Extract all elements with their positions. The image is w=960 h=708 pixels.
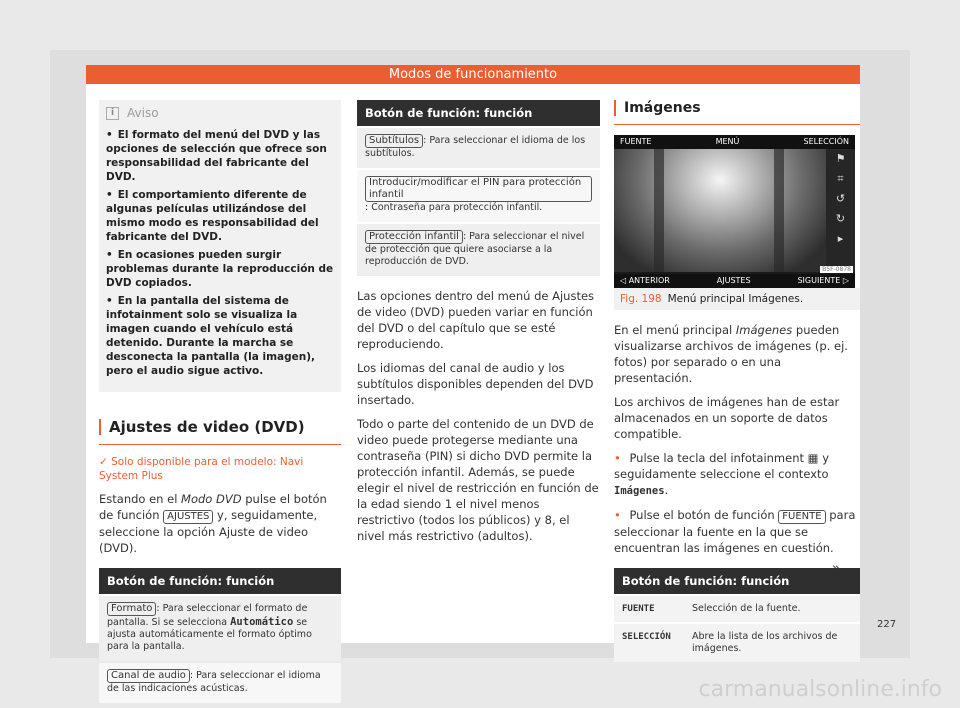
- list-item: • Pulse el botón de función FUENTE para seleccionar la fuente en la que se encuentran las imágenes en cuestión.: [614, 507, 860, 556]
- menu-key-icon: ▦: [807, 451, 819, 465]
- table-row: FUENTE Selección de la fuente.: [614, 596, 860, 622]
- function-table: [99, 568, 341, 703]
- function-table: [614, 568, 860, 662]
- paragraph: Estando en el Modo DVD pulse el botón de función AJUSTES y, seguidamente, seleccione la opción Ajuste de video (DVD).: [99, 492, 327, 555]
- title-marker: [99, 419, 101, 435]
- screen-bottom-bar: ◁ ANTERIOR AJUSTES SIGUIENTE ▷: [614, 274, 855, 288]
- screen-top-bar: FUENTE MENÚ SELECCIÓN: [614, 135, 855, 149]
- rotate-left-icon: ↺: [835, 192, 846, 205]
- aviso-list: [106, 128, 334, 378]
- table-header: Botón de función: función: [99, 568, 341, 594]
- watermark: carmanualsonline.info: [698, 677, 942, 702]
- table-row: Subtítulos : Para seleccionar el idioma de los subtítulos.: [357, 128, 600, 168]
- aviso-box: [99, 100, 341, 392]
- list-item: • En ocasiones pueden surgir problemas durante la reproducción de DVD copiados.: [106, 248, 334, 290]
- table-header: Botón de función: función: [357, 100, 600, 126]
- figure-caption: Fig. 198 Menú principal Imágenes.: [614, 288, 860, 310]
- table-row: Canal de audio : Para seleccionar el idioma de las indicaciones acústicas.: [99, 663, 341, 703]
- info-icon: i: [106, 107, 119, 120]
- cathedral-photo: [614, 149, 826, 272]
- column-3: [614, 100, 860, 662]
- continued-mark: »: [832, 561, 840, 576]
- flag-icon: ⚑: [835, 152, 846, 165]
- function-table: [357, 100, 600, 276]
- list-item: • El formato del menú del DVD y las opciones de selección que ofrece son responsabilidad del fabricante del DVD.: [106, 128, 334, 184]
- ajustes-key: AJUSTES: [163, 510, 213, 524]
- table-row: Protección infantil : Para seleccionar el nivel de protección que quiere asociarse a la reproducción de DVD.: [357, 224, 600, 276]
- paragraph: Los archivos de imágenes han de estar almacenados en un soporte de datos compatible.: [614, 395, 840, 441]
- section-title: Ajustes de video (DVD): [99, 418, 341, 445]
- page-number: 227: [877, 619, 897, 630]
- section-title: Imágenes: [614, 100, 860, 125]
- title-marker: [614, 100, 616, 116]
- rotate-right-icon: ↻: [835, 212, 846, 225]
- column-2: [357, 100, 600, 544]
- list-item: • En la pantalla del sistema de infotainment solo se visualiza la imagen cuando el vehículo está detenido. Durante la marcha se desconecta la pantalla (la imagen), pero el audio sigue activo.: [106, 294, 334, 378]
- table-header: Botón de función: función: [614, 568, 860, 594]
- fit-icon: ⌗: [837, 172, 844, 185]
- table-row: Formato : Para seleccionar el formato de pantalla. Si se selecciona Automático se ajusta automáticamente el formato óptimo para la pantalla.: [99, 596, 341, 661]
- paragraph: Todo o parte del contenido de un DVD de video puede protegerse mediante una contraseña (PIN) si dicho DVD permite la protección infantil. Además, se puede elegir el nivel de restricción en función de la edad siendo 1 el nivel menos restrictivo (todos los públicos) y 8, el nivel más restrictivo (adultos).: [357, 417, 599, 543]
- figure-id: B5F-0878: [822, 266, 851, 273]
- infotainment-screen-figure: [614, 135, 855, 288]
- table-row: SELECCIÓN Abre la lista de los archivos de imágenes.: [614, 624, 860, 662]
- paragraph: Las opciones dentro del menú de Ajustes de video (DVD) pueden variar en función del DVD o del capítulo que se esté reproduciendo.: [357, 289, 595, 351]
- list-item: • El comportamiento diferente de algunas películas utilizándose del mismo modo es responsabilidad del fabricante del DVD.: [106, 188, 334, 244]
- aviso-title: Aviso: [127, 106, 159, 120]
- page-header: Modos de funcionamiento: [86, 65, 860, 84]
- column-1: [99, 100, 341, 703]
- list-item: • Pulse la tecla del infotainment ▦ y seguidamente seleccione el contexto Imágenes.: [614, 450, 860, 499]
- paragraph: En el menú principal Imágenes pueden visualizarse archivos de imágenes (p. ej. fotos) por separado o en una presentación.: [614, 323, 848, 385]
- play-icon: ▸: [837, 232, 844, 245]
- model-note: ✓ Solo disponible para el modelo: Navi System Plus: [99, 456, 304, 482]
- table-row: Introducir/modificar el PIN para protección infantil: Contraseña para protección infantil.: [357, 170, 600, 222]
- screen-side-menu: [826, 149, 855, 272]
- paragraph: Los idiomas del canal de audio y los subtítulos disponibles dependen del DVD insertado.: [357, 361, 594, 407]
